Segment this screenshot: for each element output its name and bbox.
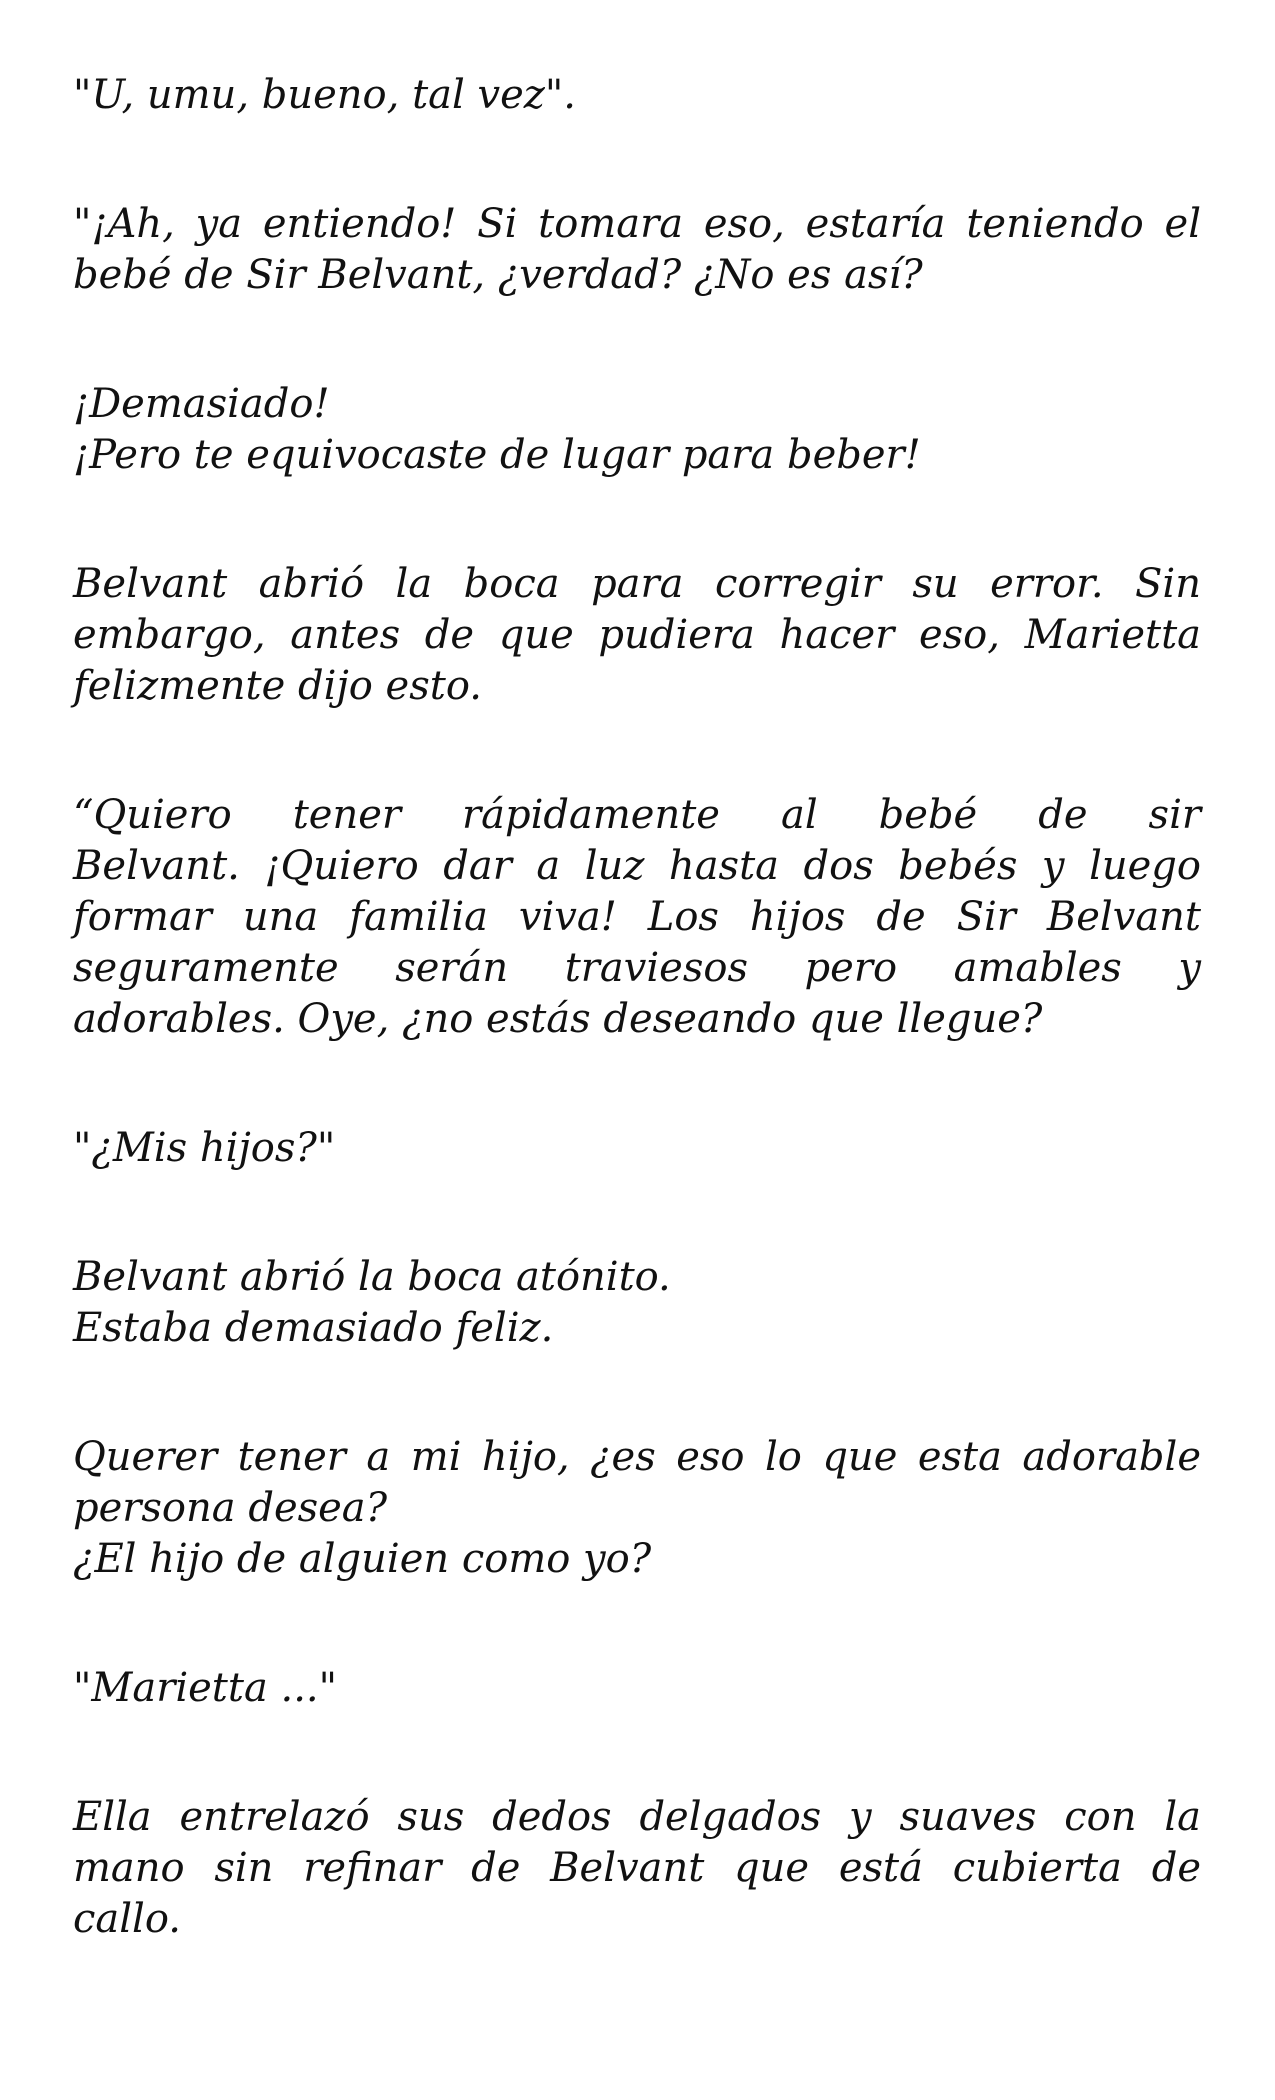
text-line: formar una familia viva! Los hijos de Sir Belvant: [73, 894, 1201, 940]
text-line: persona desea?: [73, 1485, 388, 1531]
text-line: Belvant abrió la boca atónito.: [73, 1254, 671, 1300]
paragraph-8: [73, 1432, 1201, 1585]
document-page: [73, 70, 1201, 1945]
text-line: "¿Mis hijos?": [73, 1125, 336, 1171]
paragraph-4: [73, 559, 1201, 712]
text-line: Belvant. ¡Quiero dar a luz hasta dos bebés y luego: [73, 843, 1201, 889]
text-line: ¡Demasiado!: [73, 381, 330, 427]
paragraph-1: [73, 70, 1201, 121]
text-line: Estaba demasiado feliz.: [73, 1305, 554, 1351]
text-line: ¡Pero te equivocaste de lugar para beber!: [73, 432, 921, 478]
text-line: Ella entrelazó sus dedos delgados y suaves con la: [73, 1794, 1201, 1840]
text-line: adorables. Oye, ¿no estás deseando que llegue?: [73, 996, 1043, 1042]
text-line: "Marietta ...": [73, 1665, 338, 1711]
paragraph-3: [73, 379, 1201, 481]
text-line: "¡Ah, ya entiendo! Si tomara eso, estaría teniendo el: [73, 201, 1201, 247]
text-line: embargo, antes de que pudiera hacer eso, Marietta: [73, 612, 1201, 658]
paragraph-5: [73, 790, 1201, 1045]
paragraph-2: [73, 199, 1201, 301]
text-line: Querer tener a mi hijo, ¿es eso lo que esta adorable: [73, 1434, 1201, 1480]
text-line: felizmente dijo esto.: [73, 663, 482, 709]
paragraph-6: [73, 1123, 1201, 1174]
text-line: “Quiero tener rápidamente al bebé de sir: [73, 792, 1201, 838]
text-line: "U, umu, bueno, tal vez".: [73, 72, 576, 118]
paragraph-10: [73, 1792, 1201, 1945]
text-line: ¿El hijo de alguien como yo?: [73, 1536, 652, 1582]
text-line: callo.: [73, 1896, 181, 1942]
text-line: bebé de Sir Belvant, ¿verdad? ¿No es así?: [73, 252, 923, 298]
text-line: seguramente serán traviesos pero amables y: [73, 945, 1201, 991]
text-line: Belvant abrió la boca para corregir su error. Sin: [73, 561, 1201, 607]
paragraph-7: [73, 1252, 1201, 1354]
text-line: mano sin refinar de Belvant que está cubierta de: [73, 1845, 1201, 1891]
paragraph-9: [73, 1663, 1201, 1714]
